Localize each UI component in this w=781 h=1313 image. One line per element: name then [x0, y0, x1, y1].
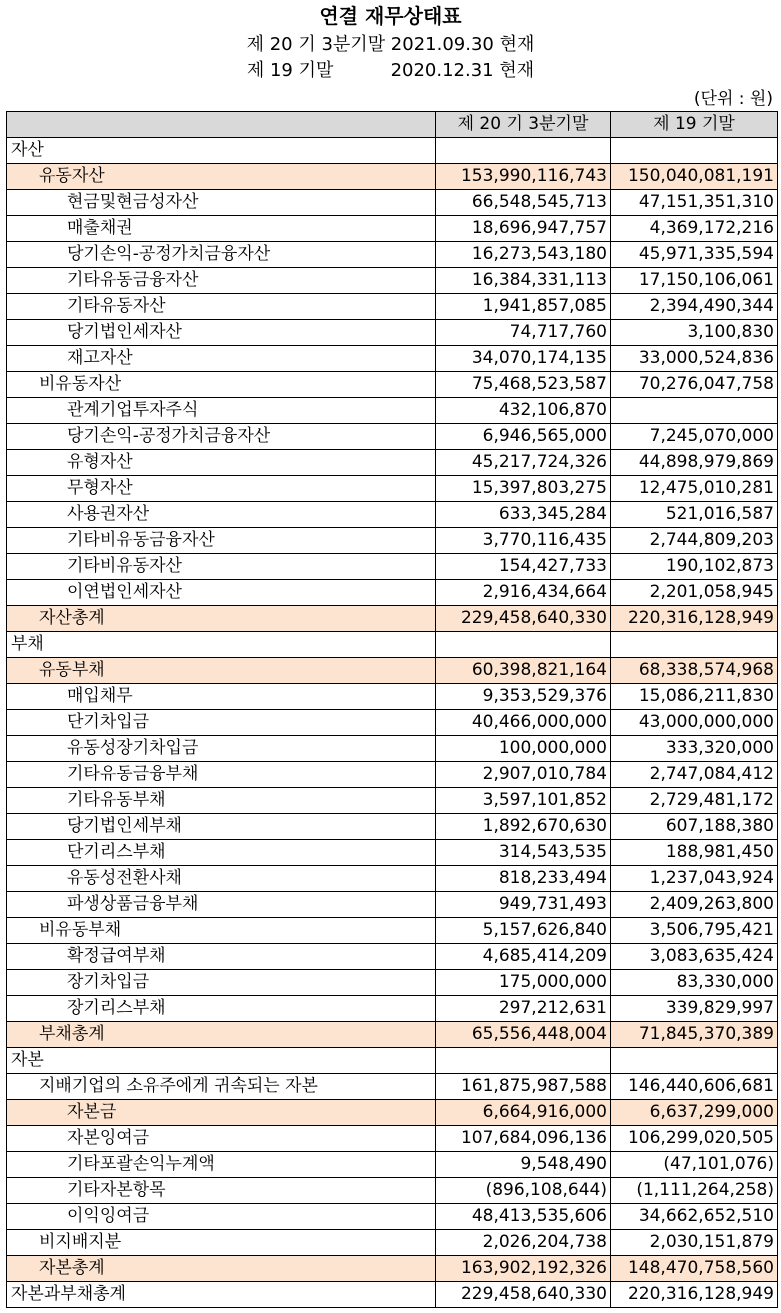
- account-label-cell: 자본금: [7, 1100, 436, 1126]
- account-label-cell: 무형자산: [7, 476, 436, 502]
- prior-period-value-cell: 2,394,490,344: [611, 294, 778, 320]
- current-period-value-cell: 153,990,116,743: [436, 164, 611, 190]
- table-row: [7, 1074, 778, 1100]
- table-row: [7, 918, 778, 944]
- table-row: [7, 502, 778, 528]
- prior-period-value-cell: 2,747,084,412: [611, 762, 778, 788]
- current-period-value-cell: 9,353,529,376: [436, 684, 611, 710]
- current-period-value-cell: 175,000,000: [436, 970, 611, 996]
- table-row: [7, 346, 778, 372]
- account-label-cell: 비지배지분: [7, 1230, 436, 1256]
- table-row: [7, 840, 778, 866]
- table-row: [7, 1230, 778, 1256]
- account-label-cell: 유동성장기차입금: [7, 736, 436, 762]
- prior-period-value-cell: 339,829,997: [611, 996, 778, 1022]
- table-row: [7, 1178, 778, 1204]
- prior-period-value-cell: [611, 138, 778, 164]
- prior-period-value-cell: 68,338,574,968: [611, 658, 778, 684]
- prior-period-value-cell: 43,000,000,000: [611, 710, 778, 736]
- prior-period-value-cell: 1,237,043,924: [611, 866, 778, 892]
- prior-period-value-cell: 70,276,047,758: [611, 372, 778, 398]
- prior-period-value-cell: (1,111,264,258): [611, 1178, 778, 1204]
- account-label-cell: 기타비유동자산: [7, 554, 436, 580]
- table-row: [7, 554, 778, 580]
- current-period-value-cell: 161,875,987,588: [436, 1074, 611, 1100]
- table-row: [7, 892, 778, 918]
- prior-period-value-cell: 106,299,020,505: [611, 1126, 778, 1152]
- account-label-cell: 사용권자산: [7, 502, 436, 528]
- account-label-cell: 부채총계: [7, 1022, 436, 1048]
- account-label-cell: 유동자산: [7, 164, 436, 190]
- account-label-cell: 자본과부채총계: [7, 1282, 436, 1308]
- account-label-cell: 비유동자산: [7, 372, 436, 398]
- current-period-value-cell: [436, 138, 611, 164]
- current-period-value-cell: 229,458,640,330: [436, 606, 611, 632]
- current-period-value-cell: 40,466,000,000: [436, 710, 611, 736]
- current-period-value-cell: 60,398,821,164: [436, 658, 611, 684]
- account-label-cell: 장기차입금: [7, 970, 436, 996]
- prior-period-value-cell: 34,662,652,510: [611, 1204, 778, 1230]
- account-label-cell: 기타자본항목: [7, 1178, 436, 1204]
- prior-period-value-cell: 17,150,106,061: [611, 268, 778, 294]
- current-period-value-cell: 34,070,174,135: [436, 346, 611, 372]
- current-period-value-cell: 2,026,204,738: [436, 1230, 611, 1256]
- current-period-value-cell: 16,273,543,180: [436, 242, 611, 268]
- account-label-cell: 파생상품금융부채: [7, 892, 436, 918]
- table-row: [7, 164, 778, 190]
- prior-period-value-cell: 15,086,211,830: [611, 684, 778, 710]
- current-period-value-cell: 163,902,192,326: [436, 1256, 611, 1282]
- table-row: [7, 996, 778, 1022]
- table-row: [7, 268, 778, 294]
- statement-title: 연결 재무상태표: [319, 4, 462, 28]
- prior-period-value-cell: 71,845,370,389: [611, 1022, 778, 1048]
- table-row: [7, 1204, 778, 1230]
- account-label-cell: 유동성전환사채: [7, 866, 436, 892]
- current-period-value-cell: 9,548,490: [436, 1152, 611, 1178]
- current-period-value-cell: 154,427,733: [436, 554, 611, 580]
- current-period-value-cell: 6,946,565,000: [436, 424, 611, 450]
- current-period-value-cell: 1,892,670,630: [436, 814, 611, 840]
- table-row: [7, 970, 778, 996]
- account-label-cell: 당기법인세자산: [7, 320, 436, 346]
- prior-period-value-cell: 220,316,128,949: [611, 1282, 778, 1308]
- table-row: [7, 944, 778, 970]
- table-row: [7, 1100, 778, 1126]
- table-row: [7, 814, 778, 840]
- account-label-cell: 단기리스부채: [7, 840, 436, 866]
- table-row: [7, 476, 778, 502]
- current-period-value-cell: 818,233,494: [436, 866, 611, 892]
- account-label-cell: 자산: [7, 138, 436, 164]
- account-label-cell: 부채: [7, 632, 436, 658]
- table-row: [7, 710, 778, 736]
- prior-period-value-cell: 146,440,606,681: [611, 1074, 778, 1100]
- table-row: [7, 424, 778, 450]
- current-period-value-cell: 6,664,916,000: [436, 1100, 611, 1126]
- table-row: [7, 866, 778, 892]
- table-row: [7, 1048, 778, 1074]
- prior-period-value-cell: 2,744,809,203: [611, 528, 778, 554]
- current-period-value-cell: 297,212,631: [436, 996, 611, 1022]
- account-label-cell: 기타유동부채: [7, 788, 436, 814]
- table-row: [7, 242, 778, 268]
- account-label-cell: 확정급여부채: [7, 944, 436, 970]
- current-period-value-cell: 1,941,857,085: [436, 294, 611, 320]
- current-period-value-cell: 2,907,010,784: [436, 762, 611, 788]
- current-period-value-cell: 45,217,724,326: [436, 450, 611, 476]
- table-row: [7, 372, 778, 398]
- account-label-cell: 단기차입금: [7, 710, 436, 736]
- current-period-value-cell: 229,458,640,330: [436, 1282, 611, 1308]
- prior-period-value-cell: [611, 632, 778, 658]
- account-label-cell: 이연법인세자산: [7, 580, 436, 606]
- table-row: [7, 1022, 778, 1048]
- prior-period-value-cell: 148,470,758,560: [611, 1256, 778, 1282]
- account-label-cell: 기타유동금융자산: [7, 268, 436, 294]
- table-header-row: [7, 112, 778, 138]
- prior-period-value-cell: 2,409,263,800: [611, 892, 778, 918]
- prior-period-value-cell: 45,971,335,594: [611, 242, 778, 268]
- current-period-value-cell: 65,556,448,004: [436, 1022, 611, 1048]
- account-label-cell: 장기리스부채: [7, 996, 436, 1022]
- prior-period-line: 제 19 기말 2020.12.31 현재: [246, 60, 535, 81]
- account-label-cell: 당기법인세부채: [7, 814, 436, 840]
- table-row: [7, 1152, 778, 1178]
- prior-period-value-cell: 2,201,058,945: [611, 580, 778, 606]
- prior-period-value-cell: 2,030,151,879: [611, 1230, 778, 1256]
- prior-period-value-cell: 33,000,524,836: [611, 346, 778, 372]
- table-row: [7, 606, 778, 632]
- prior-period-value-cell: [611, 1048, 778, 1074]
- current-period-value-cell: 66,548,545,713: [436, 190, 611, 216]
- account-label-cell: 비유동부채: [7, 918, 436, 944]
- table-row: [7, 294, 778, 320]
- prior-period-value-cell: [611, 398, 778, 424]
- prior-period-value-cell: 83,330,000: [611, 970, 778, 996]
- table-row: [7, 1282, 778, 1308]
- current-period-value-cell: 15,397,803,275: [436, 476, 611, 502]
- account-label-cell: 기타유동금융부채: [7, 762, 436, 788]
- account-label-cell: 유형자산: [7, 450, 436, 476]
- prior-period-value-cell: (47,101,076): [611, 1152, 778, 1178]
- current-period-value-cell: 107,684,096,136: [436, 1126, 611, 1152]
- account-label-cell: 당기손익-공정가치금융자산: [7, 242, 436, 268]
- table-row: [7, 216, 778, 242]
- prior-period-value-cell: 3,100,830: [611, 320, 778, 346]
- prior-period-value-cell: 12,475,010,281: [611, 476, 778, 502]
- current-period-value-cell: 3,770,116,435: [436, 528, 611, 554]
- prior-period-value-cell: 190,102,873: [611, 554, 778, 580]
- account-label-cell: 당기손익-공정가치금융자산: [7, 424, 436, 450]
- table-row: [7, 684, 778, 710]
- unit-label: (단위 : 원): [693, 89, 773, 109]
- account-label-cell: 현금및현금성자산: [7, 190, 436, 216]
- table-row: [7, 762, 778, 788]
- prior-period-value-cell: 4,369,172,216: [611, 216, 778, 242]
- prior-period-value-cell: 333,320,000: [611, 736, 778, 762]
- current-period-value-cell: 100,000,000: [436, 736, 611, 762]
- account-label-cell: 매출채권: [7, 216, 436, 242]
- table-row: [7, 736, 778, 762]
- current-period-value-cell: 314,543,535: [436, 840, 611, 866]
- prior-period-value-cell: 6,637,299,000: [611, 1100, 778, 1126]
- table-row: [7, 1256, 778, 1282]
- current-period-value-cell: [436, 632, 611, 658]
- prior-period-value-cell: 3,506,795,421: [611, 918, 778, 944]
- table-row: [7, 450, 778, 476]
- prior-period-value-cell: 3,083,635,424: [611, 944, 778, 970]
- account-label-cell: 자본총계: [7, 1256, 436, 1282]
- prior-period-value-cell: 521,016,587: [611, 502, 778, 528]
- prior-period-value-cell: 47,151,351,310: [611, 190, 778, 216]
- prior-period-value-cell: 2,729,481,172: [611, 788, 778, 814]
- current-period-value-cell: 432,106,870: [436, 398, 611, 424]
- current-period-value-cell: [436, 1048, 611, 1074]
- current-period-value-cell: 16,384,331,113: [436, 268, 611, 294]
- balance-sheet-table: [6, 111, 778, 1308]
- account-label-cell: 재고자산: [7, 346, 436, 372]
- account-label-cell: 매입채무: [7, 684, 436, 710]
- account-label-cell: 기타비유동금융자산: [7, 528, 436, 554]
- current-period-value-cell: 75,468,523,587: [436, 372, 611, 398]
- current-period-value-cell: 74,717,760: [436, 320, 611, 346]
- account-label-cell: 지배기업의 소유주에게 귀속되는 자본: [7, 1074, 436, 1100]
- prior-period-column-header: 제 19 기말: [611, 112, 778, 138]
- account-label-cell: 자본: [7, 1048, 436, 1074]
- account-label-cell: 이익잉여금: [7, 1204, 436, 1230]
- prior-period-value-cell: 44,898,979,869: [611, 450, 778, 476]
- table-row: [7, 528, 778, 554]
- account-label-cell: 자산총계: [7, 606, 436, 632]
- prior-period-value-cell: 607,188,380: [611, 814, 778, 840]
- account-column-header: [7, 112, 436, 138]
- prior-period-value-cell: 188,981,450: [611, 840, 778, 866]
- prior-period-value-cell: 220,316,128,949: [611, 606, 778, 632]
- current-period-value-cell: 633,345,284: [436, 502, 611, 528]
- current-period-line: 제 20 기 3분기말 2021.09.30 현재: [246, 34, 535, 55]
- account-label-cell: 자본잉여금: [7, 1126, 436, 1152]
- current-period-value-cell: (896,108,644): [436, 1178, 611, 1204]
- account-label-cell: 기타포괄손익누계액: [7, 1152, 436, 1178]
- current-period-value-cell: 2,916,434,664: [436, 580, 611, 606]
- current-period-value-cell: 3,597,101,852: [436, 788, 611, 814]
- prior-period-value-cell: 7,245,070,000: [611, 424, 778, 450]
- table-body: [7, 138, 778, 1308]
- prior-period-value-cell: 150,040,081,191: [611, 164, 778, 190]
- table-row: [7, 398, 778, 424]
- table-row: [7, 138, 778, 164]
- table-row: [7, 320, 778, 346]
- current-period-value-cell: 5,157,626,840: [436, 918, 611, 944]
- table-row: [7, 788, 778, 814]
- account-label-cell: 관계기업투자주식: [7, 398, 436, 424]
- table-row: [7, 580, 778, 606]
- current-period-value-cell: 949,731,493: [436, 892, 611, 918]
- current-period-column-header: 제 20 기 3분기말: [436, 112, 611, 138]
- current-period-value-cell: 48,413,535,606: [436, 1204, 611, 1230]
- current-period-value-cell: 18,696,947,757: [436, 216, 611, 242]
- table-row: [7, 190, 778, 216]
- account-label-cell: 기타유동자산: [7, 294, 436, 320]
- table-row: [7, 658, 778, 684]
- table-row: [7, 632, 778, 658]
- current-period-value-cell: 4,685,414,209: [436, 944, 611, 970]
- account-label-cell: 유동부채: [7, 658, 436, 684]
- table-row: [7, 1126, 778, 1152]
